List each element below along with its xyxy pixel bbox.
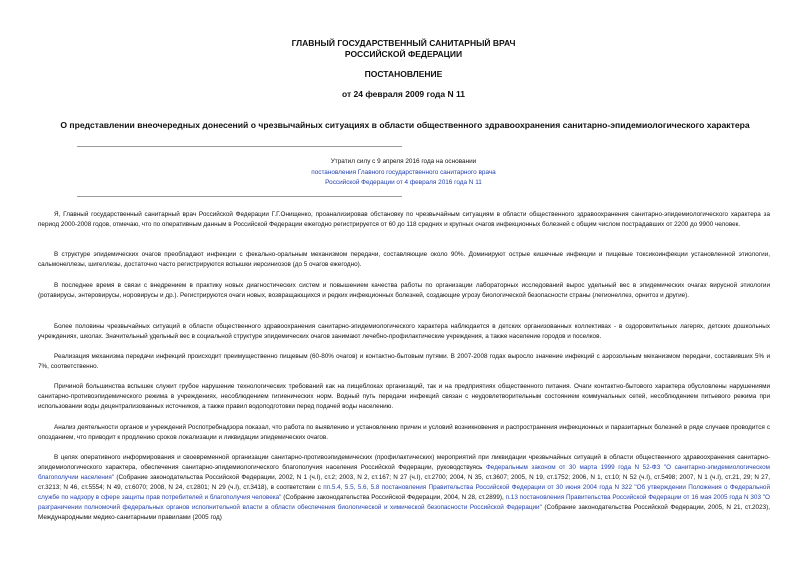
paragraph-8-text-3: (Собрание законодательства Российской Федерации, 2004, N 28, ст.2899),	[281, 494, 506, 501]
paragraph-3: В последнее время в связи с внедрением в практику новых диагностических систем и повышением качества работы по организации лабораторных исследований вырос удельный вес в эпидемических очагах вирусной этиологии (ротавирусы, энтеровирусы, норовирусы и др.). Регистрируются очаги новых, возвращающихся и редких инфекционных болезней, создающие угрозу биологической безопасности страны (легионеллез, орнитоз и другие).	[38, 282, 770, 299]
document-type: ПОСТАНОВЛЕНИЕ	[364, 69, 443, 79]
paragraph-7: Анализ деятельности органов и учреждений Роспотребнадзора показал, что работа по выявлению и установлению причин и условий возникновения и распространения инфекционных и паразитарных болезней в ряде случаев проводится с опозданием, что приводит к продлению сроков локализации и ликвидации эпидемических очагов.	[38, 424, 770, 441]
paragraph-4: Более половины чрезвычайных ситуаций в области общественного здравоохранения санитарно-эпидемиологического характера наблюдается в детских организованных коллективах - в оздоровительных лагерях, детских дошкольных учреждениях, школах. Значительный удельный вес в социальной структуре эпидемических очагов занимают лечебно-профилактические учреждения, а также население городов и поселков.	[38, 323, 770, 340]
issuer-title: ГЛАВНЫЙ ГОСУДАРСТВЕННЫЙ САНИТАРНЫЙ ВРАЧ	[291, 38, 516, 48]
paragraph-8-text-2: (Собрание законодательства Российской Федерации, 2002, N 1 (ч.I), ст.2; 2003, N 2, ст.167; N 27 (ч.I), ст.2700; 2004, N 35, ст.3607; 2005, N 19, ст.1752; 2006, N 1, ст.10; N 52 (ч.I), ст.5498; 2007, N 1 (ч.I), ст.21, 29; N 27, ст.3213; N 46, ст.5554; N 49, ст.6070; 2008, N 24, ст.2801; N 29 (ч.I), ст.3418), в соответствии с	[38, 474, 770, 491]
document-date-number: от 24 февраля 2009 года N 11	[342, 89, 465, 99]
government-resolution-303-link[interactable]: п.13 постановления Правительства Российской Федерации от 16 мая 2005 года N 303 "О разграничении полномочий федеральных органов исполнительной власти в области обеспечения биологической и химической безопасности Российской Федерации"	[38, 494, 770, 511]
divider-bottom	[77, 196, 402, 197]
document-subject: О представлении внеочередных донесений о чрезвычайных ситуациях в области общественного здравоохранения санитарно-эпидемиологического характера	[60, 120, 750, 130]
paragraph-6: Причиной большинства вспышек служит грубое нарушение технологических требований как на пищеблоках организаций, так и на предприятиях общественного питания. Очаги контактно-бытового характера обусловлены нарушениями санитарно-противоэпидемического режима в учреждениях, несоблюдением гигиенических норм. Водный путь передачи инфекций связан с неудовлетворительным состоянием коммунальных сетей, несоблюдением питьевого режима при использовании воды децентрализованных источников, а также правил водоподготовки перед подачей воды населению.	[38, 383, 770, 410]
revocation-link-line1[interactable]: постановления Главного государственного санитарного врача	[311, 168, 496, 176]
divider-top	[77, 146, 402, 147]
revocation-note-text: Утратил силу с 9 апреля 2016 года на основании	[330, 158, 477, 165]
federal-law-link[interactable]: Федеральным законом от 30 марта 1999 года N 52-ФЗ "О санитарно-эпидемиологическом благополучии населения"	[38, 464, 770, 481]
government-resolution-322-link[interactable]: пп.5.4, 5.5, 5.6, 5.8 постановления Правительства Российской Федерации от 30 июня 2004 года N 322 "Об утверждении Положения о Федеральной службе по надзору в сфере защиты прав потребителей и благополучия человека"	[38, 484, 770, 501]
revocation-link-line2[interactable]: Российской Федерации от 4 февраля 2016 года N 11	[325, 179, 482, 186]
paragraph-8-text-4: (Собрание законодательства Российской Федерации, 2005, N 21, ст.2023), Международными медико-санитарными правилами (2005 год)	[38, 504, 770, 521]
issuer-country: РОССИЙСКОЙ ФЕДЕРАЦИИ	[344, 49, 463, 59]
revocation-note	[200, 157, 607, 189]
paragraph-1: Я, Главный государственный санитарный врач Российской Федерации Г.Г.Онищенко, проанализировав обстановку по чрезвычайным ситуациям в области общественного здравоохранения санитарно-эпидемиологического характера за период 2000-2008 годов, отмечаю, что по оперативным данным в Российской Федерации ежегодно регистрируется от 60 до 118 средних и крупных очагов инфекционных болезней с общим числом пострадавших от 2200 до 9900 человек.	[38, 211, 770, 228]
paragraph-8-text-1: В целях оперативного информирования и своевременной организации санитарно-противоэпидемических (профилактических) мероприятий при ликвидации чрезвычайных ситуаций в области общественного здравоохранения санитарно-эпидемиологического характера, обеспечения санитарно-эпидемиологического благополучия населения Российской Федерации, руководствуясь	[38, 454, 770, 471]
paragraph-5: Реализация механизма передачи инфекций происходит преимущественно пищевым (60-80% очагов) и контактно-бытовым путями. В 2007-2008 годах выросло значение инфекций с аэрозольным механизмом передачи, составивших 5% и 7%, соответственно.	[38, 353, 770, 370]
paragraph-8	[38, 453, 770, 523]
paragraph-2: В структуре эпидемических очагов преобладают инфекции с фекально-оральным механизмом передачи, составляющие около 90%. Доминируют острые кишечные инфекции и пищевые токсикоинфекции установленной этиологии, сальмонеллезы, шигеллезы, достаточно часто регистрируются вспышки иерсиниозов (до 5 очагов ежегодно).	[38, 251, 770, 268]
